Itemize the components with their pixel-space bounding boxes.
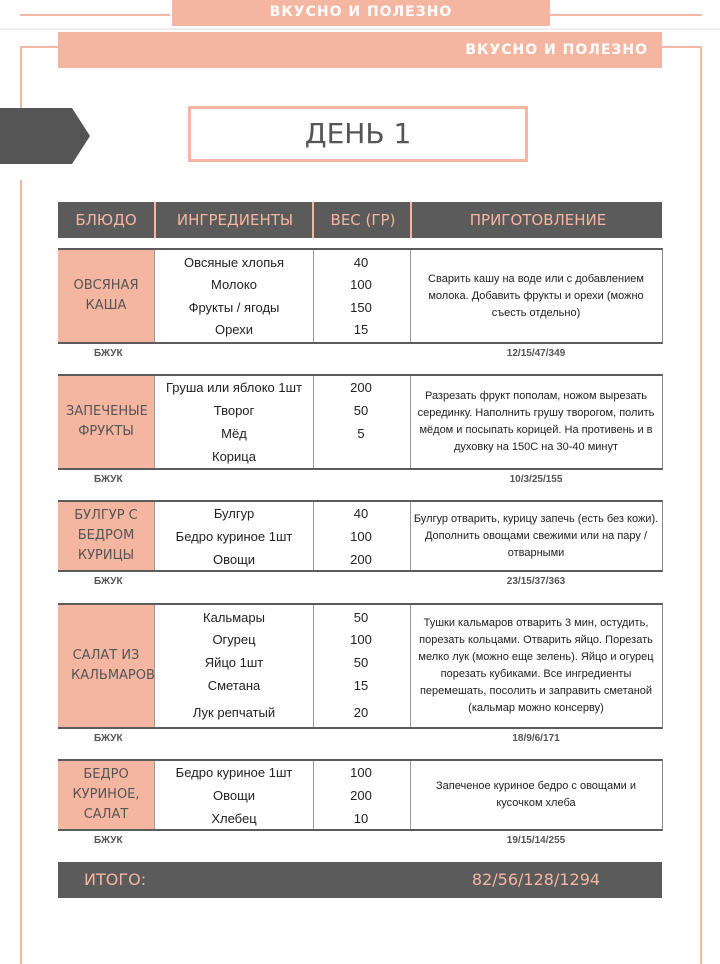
decor-line: [20, 0, 170, 16]
ingredients-cell: [154, 250, 314, 342]
bzhu-value: 10/3/25/155: [509, 474, 563, 485]
bzhu-row: [58, 729, 662, 749]
ingredient: Лук репчатый: [192, 705, 276, 720]
dish-name: ОВСЯНАЯ КАША: [58, 250, 154, 342]
ingredient: Мёд: [221, 426, 247, 441]
weight: 10: [353, 811, 369, 826]
frame-line: [20, 180, 22, 964]
meal-row: [58, 500, 663, 572]
weight: 50: [353, 655, 369, 670]
bzhu-label: БЖУК: [94, 835, 123, 846]
total-value: 82/56/128/1294: [471, 870, 601, 889]
weights-cell: [312, 376, 411, 468]
bzhu-label: БЖУК: [94, 733, 123, 744]
weight: 150: [350, 300, 372, 315]
weight: 20: [353, 705, 369, 720]
ingredient: Молоко: [211, 277, 257, 292]
preparation-cell: Запеченое куриное бедро с овощами и кусочком хлеба: [436, 780, 636, 809]
total-row: [58, 862, 662, 898]
weight: 50: [353, 403, 369, 418]
ingredient: Огурец: [212, 632, 256, 647]
page-tab-arrow: [0, 108, 72, 164]
weights-cell: [312, 250, 411, 342]
meal-row: [58, 248, 663, 344]
ingredient: Груша или яблоко 1шт: [165, 380, 303, 395]
brand-text: ВКУСНО И ПОЛЕЗНО: [465, 42, 648, 58]
dish-name: САЛАТ ИЗ КАЛЬМАРОВ: [58, 605, 154, 727]
ingredient: Фрукты / ягоды: [188, 300, 280, 315]
bzhu-value: 12/15/47/349: [506, 348, 566, 359]
bzhu-value: 19/15/14/255: [506, 835, 566, 846]
decor-line: [550, 0, 702, 16]
bzhu-row: [58, 344, 662, 364]
ingredient: Хлебец: [211, 811, 257, 826]
preparation-cell: Тушки кальмаров отварить 3 мин, остудить, порезать кольцами. Отварить яйцо. Порезать мелко лук (можно еще зелень). Яйцо и огурец порезать кубиками. Все ингредиенты перемешать, посолить и заправить сметаной (кальмар можно консерву): [418, 617, 654, 714]
weight: 200: [350, 380, 372, 395]
ingredient: Корица: [212, 449, 256, 464]
ingredients-cell: [154, 502, 314, 570]
frame-line: [20, 46, 22, 108]
weight: 100: [350, 765, 372, 780]
meal-row: [58, 759, 663, 831]
top-brand-band: ВКУСНО И ПОЛЕЗНО: [172, 0, 550, 26]
column-header-ingredients: ИНГРЕДИЕНТЫ: [154, 202, 314, 238]
ingredient: Овощи: [212, 788, 256, 803]
frame-line: [662, 46, 702, 48]
day-title: ДЕНЬ 1: [188, 106, 528, 162]
bzhu-value: 18/9/6/171: [512, 733, 560, 744]
bzhu-row: [58, 831, 662, 851]
ingredient: Яйцо 1шт: [204, 655, 264, 670]
ingredient: Булгур: [213, 506, 255, 521]
ingredient: Бедро куриное 1шт: [175, 529, 293, 544]
weight: 15: [353, 322, 369, 337]
weight: 40: [353, 506, 369, 521]
ingredient: Бедро куриное 1шт: [175, 765, 293, 780]
weights-cell: [312, 761, 411, 829]
ingredients-cell: [154, 761, 314, 829]
dish-name: ЗАПЕЧЕНЫЕ ФРУКТЫ: [58, 376, 154, 468]
weights-cell: [312, 605, 411, 727]
table-header: [58, 202, 662, 238]
weight: 200: [350, 788, 372, 803]
weight: 100: [350, 277, 372, 292]
weight: 200: [350, 552, 372, 567]
ingredients-cell: [154, 605, 314, 727]
preparation-cell: Разрезать фрукт пополам, ножом вырезать серединку. Наполнить грушу творогом, полить мёдом и посыпать корицей. На противень и в духовку на 150С на 30-40 минут: [417, 390, 655, 453]
weight: 40: [353, 255, 369, 270]
weight: 50: [353, 610, 369, 625]
bzhu-row: [58, 572, 662, 592]
weight: 100: [350, 632, 372, 647]
ingredient: Овощи: [212, 552, 256, 567]
frame-line: [700, 46, 702, 964]
column-header-preparation: ПРИГОТОВЛЕНИЕ: [410, 202, 664, 238]
dish-name: БЕДРО КУРИНОЕ, САЛАТ: [58, 761, 154, 829]
bzhu-row: [58, 470, 662, 490]
weights-cell: [312, 502, 411, 570]
previous-page-strip: [0, 0, 720, 30]
frame-line: [20, 46, 58, 48]
preparation-cell: Сварить кашу на воде или с добавлением молока. Добавить фрукты и орехи (можно съесть отдельно): [428, 272, 644, 319]
bzhu-value: 23/15/37/363: [506, 576, 566, 587]
meal-row: [58, 374, 663, 470]
bzhu-label: БЖУК: [94, 474, 123, 485]
total-label: ИТОГО:: [84, 870, 147, 889]
preparation-cell: Булгур отварить, курицу запечь (есть без кожи). Дополнить овощами свежими или на пару / отварными: [413, 512, 659, 559]
ingredient: Овсяные хлопья: [183, 255, 285, 270]
ingredients-cell: [154, 376, 314, 468]
ingredient: Творог: [213, 403, 255, 418]
ingredient: Орехи: [214, 322, 254, 337]
header-brand-band: [58, 32, 662, 68]
column-header-dish: БЛЮДО: [75, 211, 137, 229]
bzhu-label: БЖУК: [94, 348, 123, 359]
meal-row: [58, 603, 663, 729]
ingredient: Сметана: [207, 678, 261, 693]
dish-name: БУЛГУР С БЕДРОМ КУРИЦЫ: [58, 502, 154, 570]
column-header-weight: ВЕС (ГР): [312, 202, 412, 238]
bzhu-label: БЖУК: [94, 576, 123, 587]
weight: 15: [353, 678, 369, 693]
weight: 100: [350, 529, 372, 544]
weight: 5: [357, 426, 365, 441]
ingredient: Кальмары: [203, 610, 265, 625]
